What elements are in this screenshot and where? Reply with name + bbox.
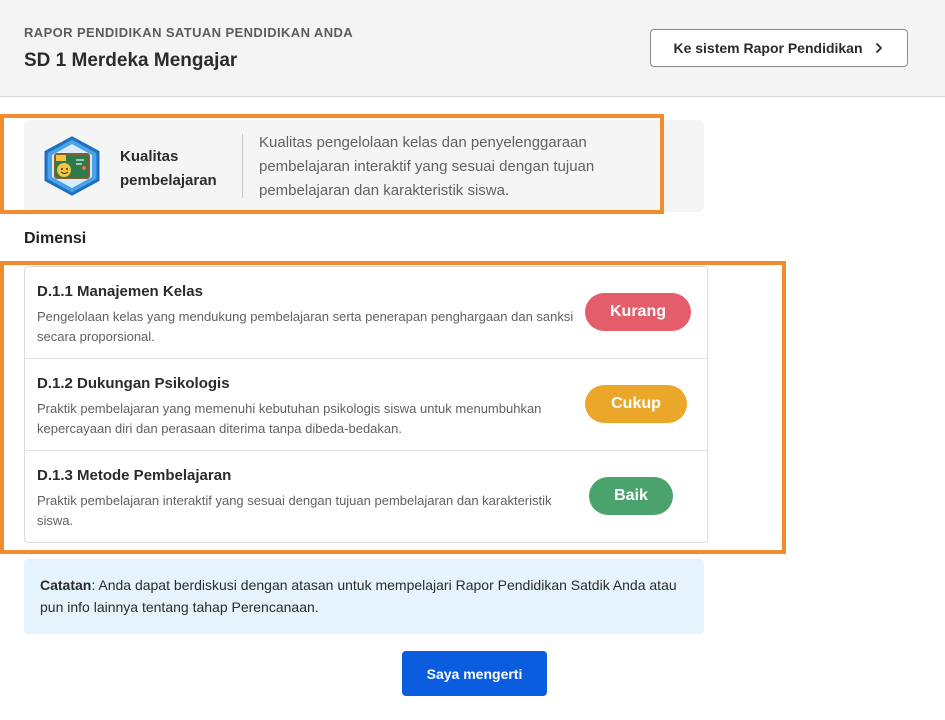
- header-eyebrow: RAPOR PENDIDIKAN SATUAN PENDIDIKAN ANDA: [24, 25, 354, 40]
- note-text: : Anda dapat berdiskusi dengan atasan untuk mempelajari Rapor Pendidikan Satdik Anda atau pun info lainnya tentang tahap Perencanaan.: [40, 577, 677, 615]
- dimensi-item-description: Pengelolaan kelas yang mendukung pembelajaran serta penerapan penghargaan dan sanksi secara proporsional.: [37, 309, 574, 344]
- status-badge-kurang: Kurang: [585, 293, 691, 331]
- note-label: Catatan: [40, 577, 92, 593]
- dimensi-item: [25, 267, 707, 359]
- report-header: [0, 0, 945, 97]
- indicator-divider: [242, 134, 243, 198]
- dimensi-item-name: D.1.1 Manajemen Kelas: [37, 283, 203, 300]
- indicator-name: Kualitas pembelajaran: [120, 148, 217, 189]
- dimensi-list: [24, 266, 708, 543]
- open-rapor-system-button[interactable]: [650, 29, 908, 67]
- chevron-right-icon: [873, 42, 885, 54]
- indicator-card: [24, 120, 704, 212]
- dimensi-item: [25, 359, 707, 451]
- status-badge-cukup: Cukup: [585, 385, 687, 423]
- classroom-hexagon-icon: [40, 136, 104, 196]
- dimensi-item-description: Praktik pembelajaran yang memenuhi kebutuhan psikologis siswa untuk menumbuhkan kepercayaan diri dan perasaan diterima tanpa dibeda-bedakan.: [37, 401, 542, 436]
- status-badge-baik: Baik: [589, 477, 673, 515]
- confirm-button[interactable]: Saya mengerti: [402, 651, 547, 696]
- dimensi-item-name: D.1.3 Metode Pembelajaran: [37, 467, 232, 484]
- indicator-description: Kualitas pengelolaan kelas dan penyelenggaraan pembelajaran interaktif yang sesuai dengan tujuan pembelajaran dan karakteristik siswa.: [259, 134, 595, 199]
- dimensi-item: [25, 451, 707, 543]
- dimensi-item-description: Praktik pembelajaran interaktif yang sesuai dengan tujuan pembelajaran dan karakteristik siswa.: [37, 493, 552, 528]
- open-rapor-system-label: Ke sistem Rapor Pendidikan: [673, 40, 863, 56]
- dimensi-item-name: D.1.2 Dukungan Psikologis: [37, 375, 230, 392]
- school-name: SD 1 Merdeka Mengajar: [24, 50, 238, 71]
- note-box: [24, 559, 704, 634]
- dimensi-title: Dimensi: [24, 230, 87, 247]
